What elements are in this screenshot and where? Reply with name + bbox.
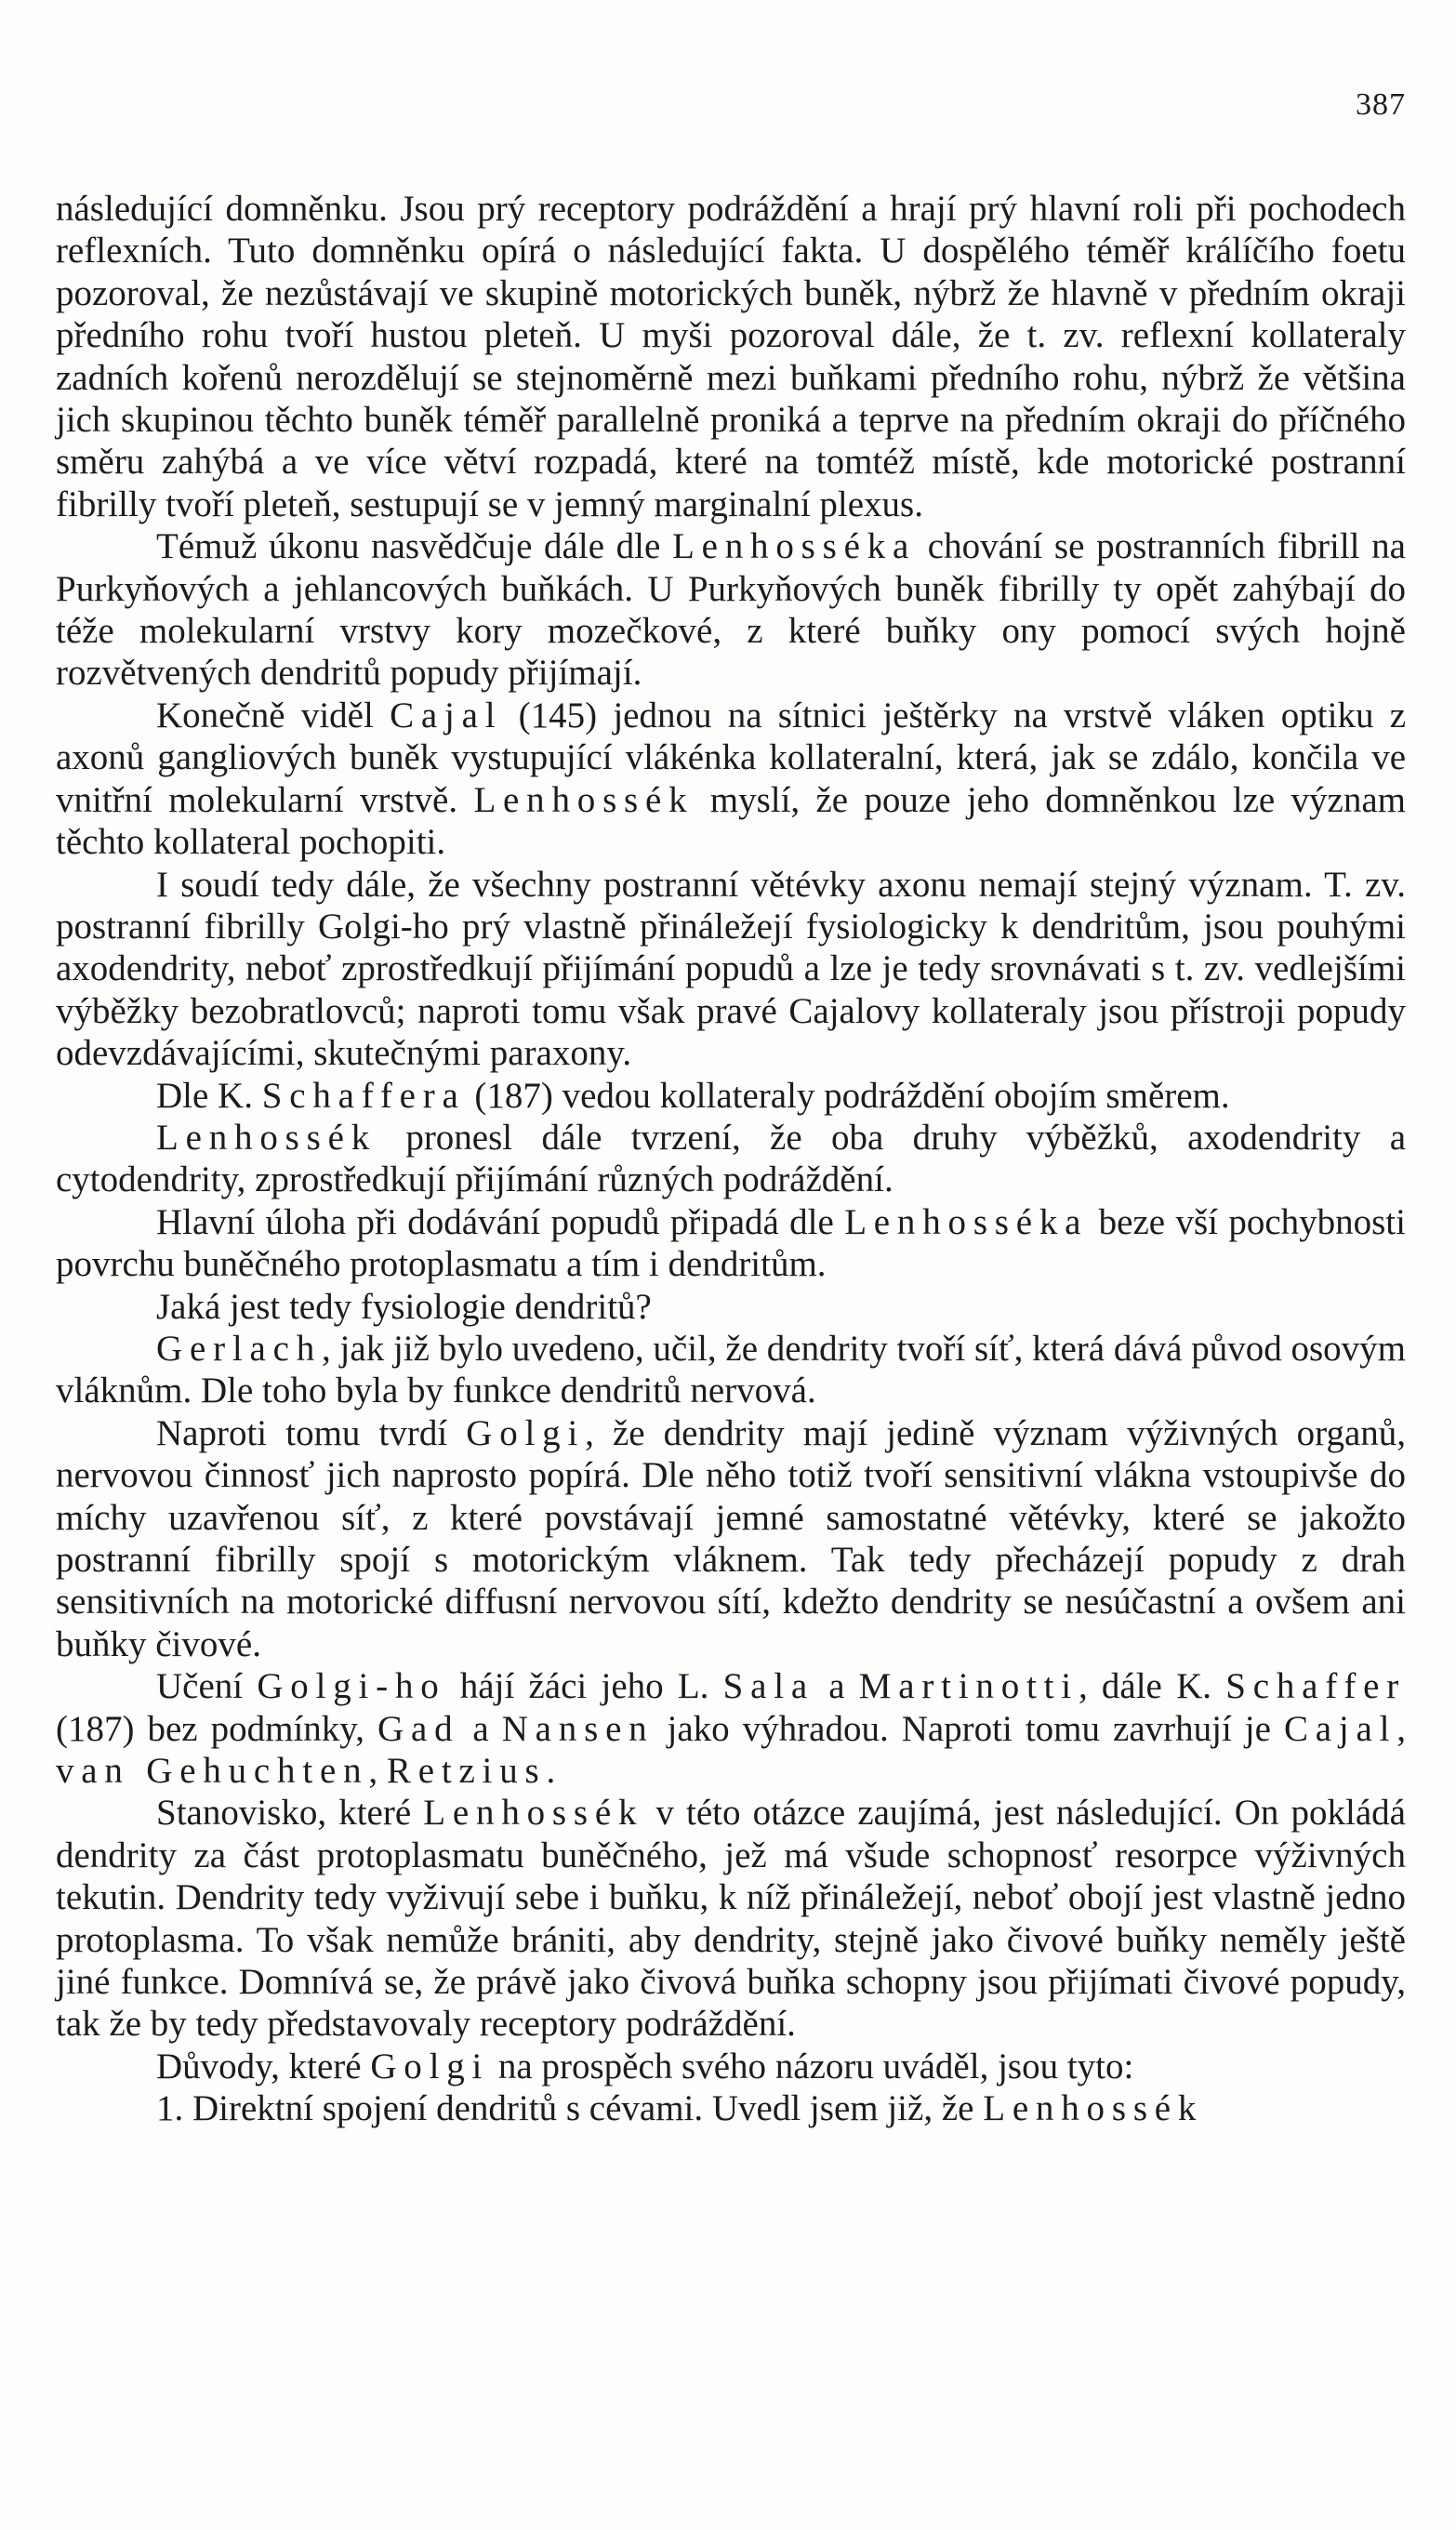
text-run: , jak již bylo uvedeno, učil, že dendrity tvoří síť, která dává původ osovým vláknům. Dle toho byla by funkce dendritů nervová.: [56, 1328, 1406, 1411]
paragraph: [56, 1328, 1406, 1412]
spaced-name: Lenhosséka: [672, 526, 917, 567]
spaced-name: Sala: [722, 1666, 815, 1707]
spaced-name: Lenhossék: [983, 2088, 1204, 2129]
text-run: pronesl dále tvrzení, že oba druhy výběžků, axodendrity a cytodendrity, zprostředkují přijímání různých podráždění.: [56, 1117, 1406, 1200]
text-run: chování se postranních fibrill na Purkyňových a jehlancových buňkách. U Purkyňových buněk fibrilly ty opět zahýbají do téže molekularní vrstvy kory mozečkové, z které buňky ony pomocí svých hojně rozvětvených dendritů popudy přijímají.: [56, 526, 1406, 694]
paragraph: [56, 188, 1406, 525]
text-run: Učení: [156, 1666, 258, 1707]
spaced-name: Gerlach: [156, 1328, 323, 1369]
text-run: .: [546, 1751, 556, 1792]
spaced-name: Cajal: [1283, 1708, 1397, 1749]
spaced-name: Lenhossék: [423, 1793, 644, 1834]
text-run: beze vší pochybnosti povrchu buněčného protoplasmatu a tím i dendritům.: [56, 1201, 1406, 1285]
paragraph: [56, 1286, 1406, 1328]
spaced-name: Gad: [377, 1708, 460, 1749]
text-run: Témuž úkonu nasvědčuje dále dle: [156, 526, 672, 567]
text-run: Stanovisko, které: [156, 1793, 424, 1834]
paragraph: [56, 1792, 1406, 2045]
text-run: na prospěch svého názoru uváděl, jsou tyto:: [489, 2046, 1134, 2086]
text-run: , že dendrity mají jedině význam výživných organů, nervovou činnosť jich naprosto popírá. Dle něho totiž tvoří sensitivní vlákna vstoupivše do míchy uzavřenou síť, z které povstávají jemné samostatné větévky, které se jakožto postranní fibrilly spojí s motorickým vláknem. Tak tedy přecházejí popudy z drah sensitivních na motorické diffusní nervovou sítí, kdežto dendrity se nesúčastní a ovšem ani buňky čivové.: [56, 1412, 1406, 1664]
text-run: a: [814, 1666, 859, 1707]
text-run: v této otázce zaujímá, jest následující. On pokládá dendrity za část protoplasmatu buněčného, jež má všude schopnosť resorpce výživných tekutin. Dendrity tedy vyživují sebe i buňku, k níž přináležejí, neboť obojí jest vlastně jedno protoplasma. To však nemůže brániti, aby dendrity, stejně jako čivové buňky neměly ještě jiné funkce. Domnívá se, že právě jako čivová buňka schopny jsou přijímati čivové popudy, tak že by tedy představovaly receptory podráždění.: [56, 1793, 1406, 2045]
paragraph: [56, 1117, 1406, 1201]
spaced-name: Cajal: [390, 695, 503, 735]
spaced-name: Golgi: [466, 1412, 586, 1453]
spaced-name: Lenhosséka: [844, 1201, 1089, 1242]
text-run: jako výhradou. Naproti tomu zavrhují je: [654, 1708, 1284, 1749]
text-run: ,: [1396, 1708, 1407, 1749]
paragraph: [56, 2087, 1406, 2129]
text-run: Naproti tomu tvrdí: [156, 1412, 467, 1453]
spaced-name: Martinotti: [858, 1666, 1079, 1707]
text-run: , dále K.: [1078, 1666, 1226, 1707]
text-run: (145) jednou na sítnici ještěrky na vrstvě vláken optiku z axonů gangliových buněk vystupující vlákénka kollateralní, která, jak se zdálo, končila ve vnitřní molekularní vrstvě.: [56, 695, 1407, 820]
spaced-name: Lenhossék: [156, 1117, 377, 1158]
spaced-name: van Gehuchten: [56, 1751, 369, 1792]
text-run: myslí, že pouze jeho domněnkou lze význam těchto kollateral pochopiti.: [56, 779, 1406, 863]
spaced-name: Golgi-ho: [257, 1666, 446, 1707]
text-run: ,: [368, 1751, 387, 1792]
body-text: [56, 188, 1406, 2130]
spaced-name: Lenhossék: [473, 779, 695, 820]
spaced-name: Retzius: [386, 1751, 547, 1792]
spaced-name: Schaffer: [1225, 1666, 1407, 1707]
spaced-name: Schaffera: [261, 1075, 466, 1116]
text-run: hájí žáci jeho L.: [445, 1666, 723, 1707]
text-run: Důvody, které: [156, 2046, 371, 2086]
text-run: Jaká jest tedy fysiologie dendritů?: [156, 1286, 652, 1327]
text-run: 1. Direktní spojení dendritů s cévami. Uvedl jsem již, že: [156, 2088, 984, 2129]
text-run: Konečně viděl: [156, 695, 390, 735]
text-run: I soudí tedy dále, že všechny postranní větévky axonu nemají stejný význam. T. zv. postranní fibrilly Golgi-ho prý vlastně přináležejí fysiologicky k dendritům, jsou pouhými axodendrity, neboť zprostředkují přijímání popudů a lze je tedy srovnávati s t. zv. vedlejšími výběžky bezobratlovců; naproti tomu však pravé Cajalovy kollateraly jsou přístroji popudy odevzdávajícími, skutečnými paraxony.: [56, 864, 1406, 1074]
paragraph: [56, 1075, 1406, 1117]
spaced-name: Nansen: [501, 1708, 655, 1749]
paragraph: [56, 1201, 1406, 1286]
text-run: následující domněnku. Jsou prý receptory podráždění a hrají prý hlavní roli při pochodech reflexních. Tuto domněnku opírá o následující fakta. U dospělého téměř králíčího foetu pozoroval, že nezůstávají ve skupině motorických buněk, nýbrž že hlavně v předním okraji předního rohu tvoří hustou pleteň. U myši pozoroval dále, že t. zv. reflexní kollateraly zadních kořenů nerozdělují se stejnoměrně mezi buňkami předního rohu, nýbrž že většina jich skupinou těchto buněk téměř parallelně proniká a teprve na předním okraji do příčného směru zahýbá a ve více větví rozpadá, které na tomtéž místě, kde motorické postranní fibrilly tvoří pleteň, sestupují se v jemný marginalní plexus.: [56, 189, 1406, 524]
paragraph: [56, 2046, 1406, 2087]
paragraph: [56, 864, 1406, 1075]
text-run: (187) vedou kollateraly podráždění obojím směrem.: [465, 1075, 1230, 1116]
text-run: (187) bez podmínky,: [56, 1708, 378, 1749]
page-number: 387: [1356, 87, 1406, 122]
paragraph: [56, 1412, 1406, 1665]
paragraph: [56, 525, 1406, 695]
paragraph: [56, 1665, 1406, 1792]
text-run: a: [459, 1708, 502, 1749]
spaced-name: Golgi: [370, 2046, 490, 2086]
paragraph: [56, 695, 1406, 864]
text-run: Hlavní úloha při dodávání popudů připadá dle: [156, 1201, 845, 1242]
text-run: Dle K.: [156, 1075, 262, 1116]
